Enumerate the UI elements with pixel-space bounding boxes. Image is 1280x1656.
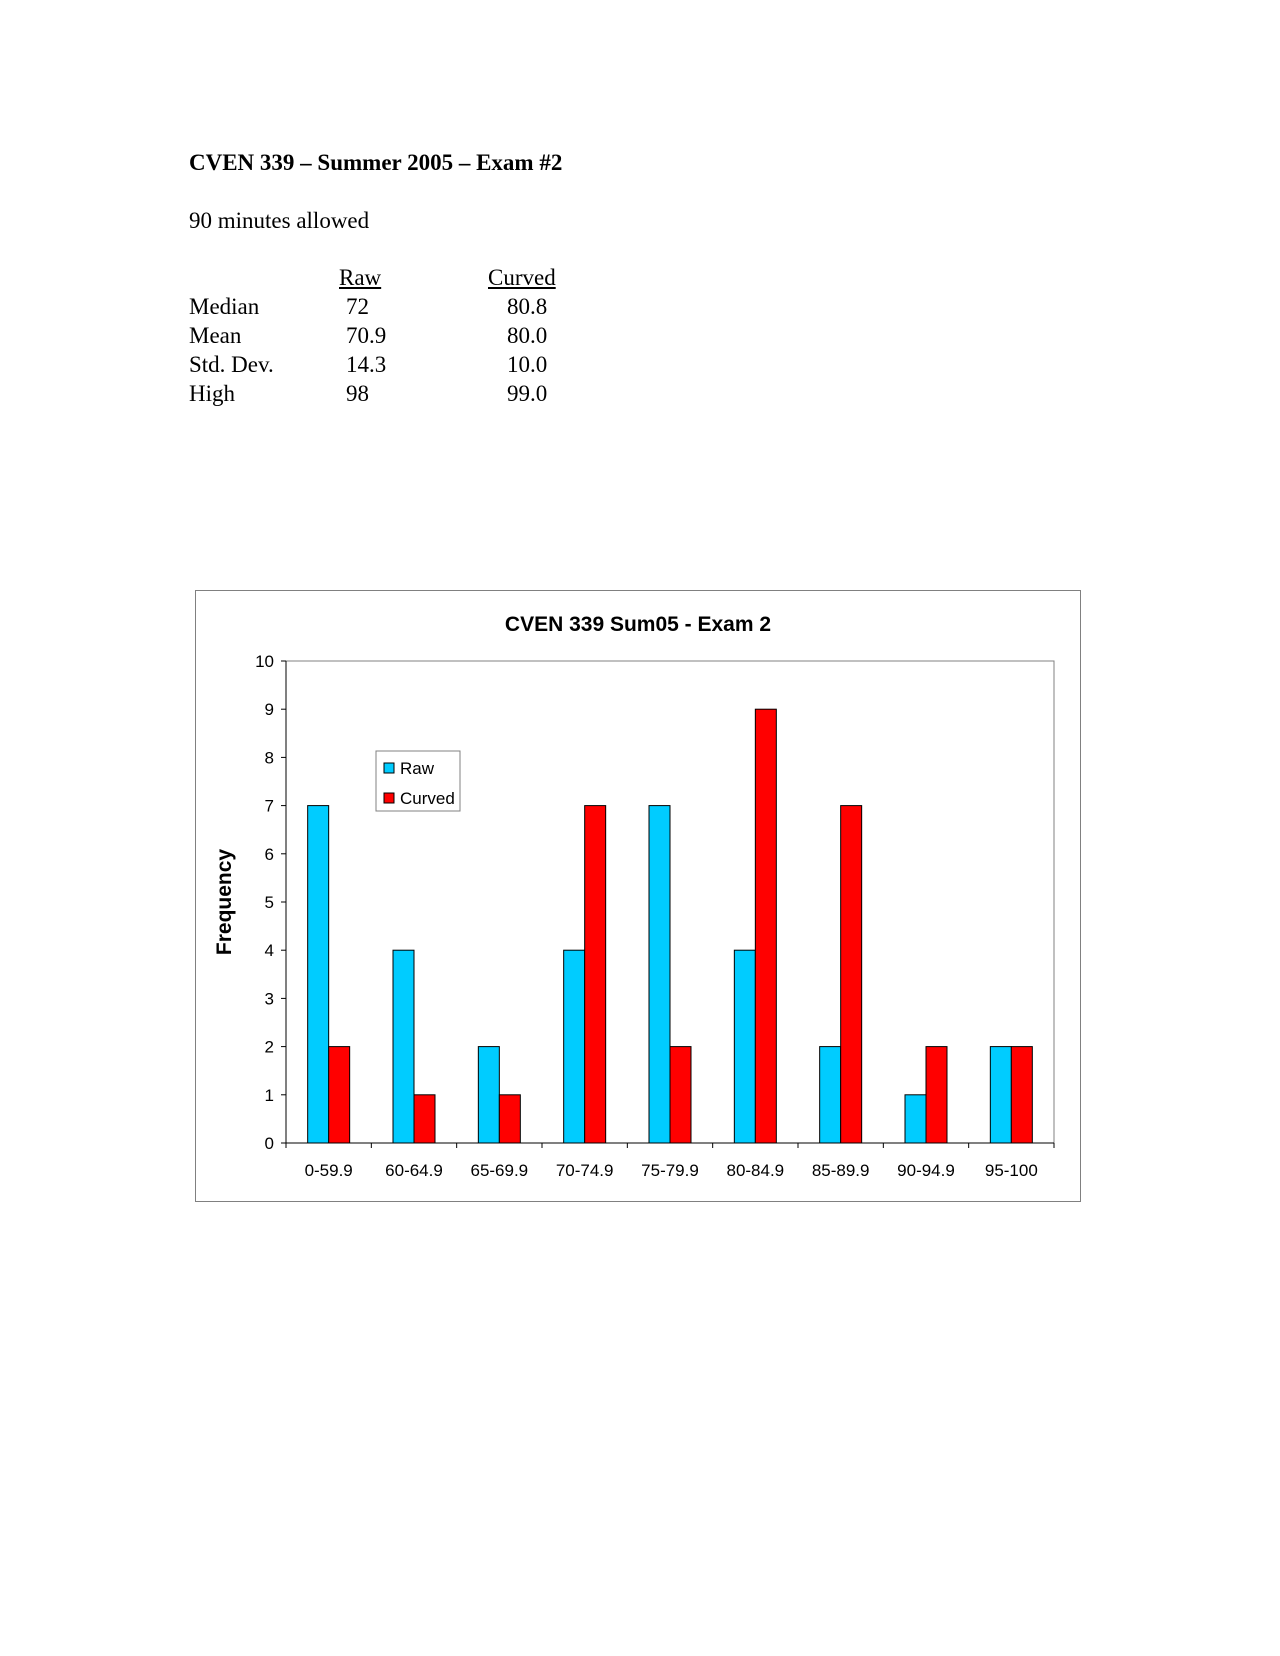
y-tick-label: 4	[264, 941, 274, 961]
bar-curved	[1011, 1047, 1032, 1143]
stats-label: Std. Dev.	[189, 352, 274, 377]
bar-curved	[329, 1047, 350, 1143]
bar-curved	[755, 709, 776, 1143]
chart-area	[195, 590, 1081, 1202]
y-axis-label: Frequency	[213, 848, 236, 956]
x-tick-label: 85-89.9	[811, 1161, 870, 1180]
bar-raw	[649, 806, 670, 1143]
stats-curved-value: 80.0	[507, 323, 548, 348]
y-tick-label: 7	[264, 796, 274, 816]
y-tick-label: 2	[264, 1037, 274, 1057]
legend-label-raw: Raw	[400, 759, 435, 778]
bar-curved	[499, 1095, 520, 1143]
y-tick-label: 1	[264, 1085, 274, 1105]
x-tick-label: 80-84.9	[726, 1161, 785, 1180]
x-tick-label: 90-94.9	[897, 1161, 955, 1180]
stats-raw-value: 70.9	[346, 323, 387, 348]
stats-curved-value: 80.8	[507, 294, 548, 319]
y-axis	[255, 652, 286, 1153]
y-tick-label: 10	[255, 652, 274, 671]
bar-curved	[670, 1047, 691, 1143]
x-tick-label: 70-74.9	[555, 1161, 614, 1180]
stats-raw-value: 98	[346, 381, 369, 406]
chart-legend	[376, 751, 460, 811]
y-tick-label: 5	[264, 893, 274, 912]
bar-curved	[926, 1047, 947, 1143]
chart-title: CVEN 339 Sum05 - Exam 2	[504, 613, 772, 636]
bar-raw	[564, 950, 585, 1143]
y-tick-label: 6	[264, 844, 274, 864]
bar-raw	[478, 1047, 499, 1143]
stats-label: High	[189, 381, 235, 406]
stats-raw-value: 72	[346, 294, 369, 319]
bar-curved	[841, 806, 862, 1143]
x-tick-label: 60-64.9	[385, 1161, 443, 1180]
stats-curved-value: 10.0	[507, 352, 548, 377]
bar-raw	[820, 1047, 841, 1143]
stats-header-curved: Curved	[488, 265, 556, 290]
bar-raw	[905, 1095, 926, 1143]
stats-header-raw: Raw	[339, 265, 382, 290]
bar-raw	[393, 950, 414, 1143]
stats-curved-value: 99.0	[507, 381, 548, 406]
y-tick-label: 3	[264, 989, 274, 1009]
stats-label: Median	[189, 294, 260, 319]
legend-swatch-raw	[384, 763, 394, 773]
bar-raw	[990, 1047, 1011, 1143]
time-allowed-text: 90 minutes allowed	[189, 208, 370, 233]
bar-raw	[308, 806, 329, 1143]
legend-label-curved: Curved	[400, 789, 455, 808]
x-axis	[286, 1143, 1054, 1180]
y-tick-label: 8	[264, 748, 274, 768]
x-tick-label: 65-69.9	[470, 1161, 529, 1180]
legend-swatch-curved	[384, 793, 394, 803]
bar-curved	[414, 1095, 435, 1143]
bar-raw	[734, 950, 755, 1143]
document-heading: CVEN 339 – Summer 2005 – Exam #2	[189, 150, 563, 175]
bar-curved	[585, 806, 606, 1143]
histogram-chart	[196, 591, 1080, 1201]
stats-label: Mean	[189, 323, 242, 348]
x-tick-label: 75-79.9	[641, 1161, 699, 1180]
y-tick-label: 9	[264, 700, 274, 720]
x-tick-label: 95-100	[984, 1161, 1038, 1180]
x-tick-label: 0-59.9	[304, 1161, 353, 1180]
stats-raw-value: 14.3	[346, 352, 387, 377]
y-tick-label: 0	[264, 1134, 274, 1153]
